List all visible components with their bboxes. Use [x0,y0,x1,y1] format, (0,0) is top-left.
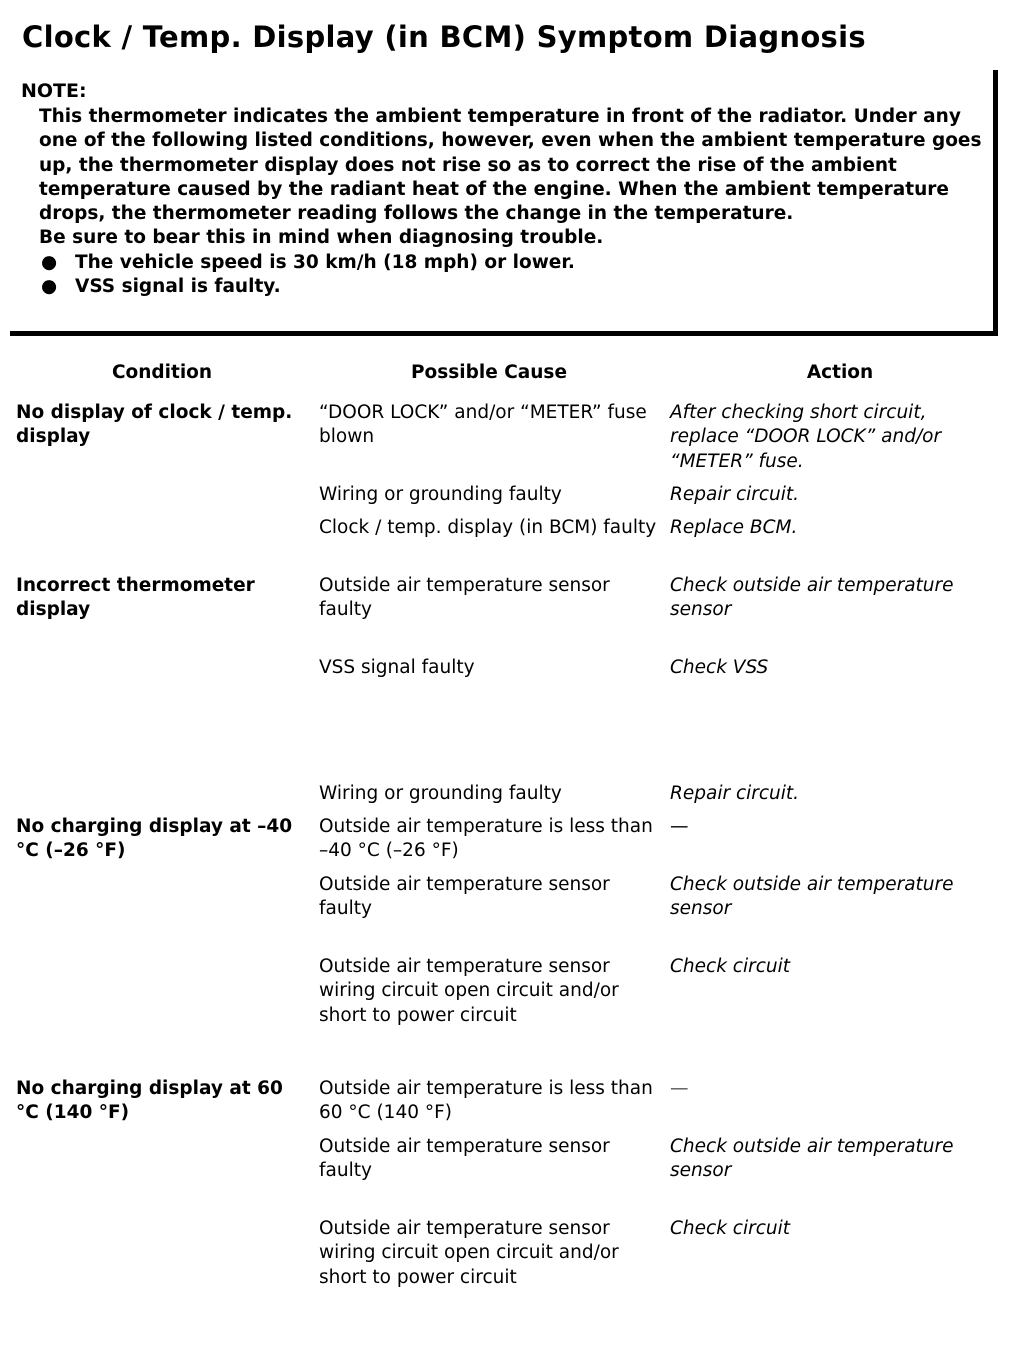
header-condition: Condition [111,362,213,383]
note-heading: NOTE: [21,80,87,102]
action-cell: Check circuit [670,956,790,977]
note-reminder: Be sure to bear this in mind when diagnosing trouble. [39,227,604,249]
condition-cell: No charging display at –40 °C (–26 °F) [16,816,293,862]
cause-cell: Outside air temperature sensor faulty [319,1136,610,1182]
cause-cell: Outside air temperature sensor wiring circuit open circuit and/or short to power circuit [319,956,619,1026]
header-possible-cause: Possible Cause [411,362,567,383]
action-cell: Check circuit [670,1218,790,1239]
action-cell: Repair circuit. [670,783,800,804]
note-bullet-item [39,251,994,275]
cause-cell: “DOOR LOCK” and/or “METER” fuse blown [319,402,647,448]
note-bullet-list [39,251,994,300]
condition-cell: No charging display at 60 °C (140 °F) [16,1078,283,1124]
cause-cell: Outside air temperature sensor faulty [319,575,610,621]
cause-cell: Outside air temperature is less than –40 °C (–26 °F) [319,816,653,862]
cause-cell: Outside air temperature is less than 60 °C (140 °F) [319,1078,653,1124]
note-bullet-text: VSS signal is faulty. [75,276,281,298]
action-cell: After checking short circuit, replace “DOOR LOCK” and/or “METER” fuse. [670,402,942,472]
note-body [39,105,994,299]
page-title: Clock / Temp. Display (in BCM) Symptom Diagnosis [22,20,866,54]
action-cell: — [670,816,689,837]
cause-cell: Clock / temp. display (in BCM) faulty [319,517,657,538]
bullet-icon: ● [41,276,58,298]
note-box [10,70,998,336]
action-cell: Replace BCM. [670,517,798,538]
condition-cell: Incorrect thermometer display [16,575,255,621]
condition-cell: No display of clock / temp. display [16,402,293,448]
note-bullet-item [39,275,994,299]
note-paragraph: This thermometer indicates the ambient temperature in front of the radiator. Under any one of the following listed conditions, however, even when the ambient temperature goes up, the thermometer display does not rise so as to correct the rise of the ambient temperature caused by the radiant heat of the engine. When the ambient temperature drops, the thermometer reading follows the change in the temperature. [39,106,982,225]
cause-cell: Wiring or grounding faulty [319,783,562,804]
cause-cell: Outside air temperature sensor faulty [319,874,610,920]
action-cell: Check outside air temperature sensor [670,575,954,621]
bullet-icon: ● [41,251,58,273]
cause-cell: Outside air temperature sensor wiring circuit open circuit and/or short to power circuit [319,1218,619,1288]
action-cell: Repair circuit. [670,484,800,505]
note-bullet-text: The vehicle speed is 30 km/h (18 mph) or lower. [75,251,575,273]
action-cell: Check outside air temperature sensor [670,874,954,920]
header-action: Action [806,362,874,383]
action-cell: — [670,1078,689,1099]
action-cell: Check outside air temperature sensor [670,1136,954,1182]
cause-cell: Wiring or grounding faulty [319,484,562,505]
action-cell: Check VSS [670,657,769,678]
cause-cell: VSS signal faulty [319,657,475,678]
note-border-bottom [10,331,998,336]
